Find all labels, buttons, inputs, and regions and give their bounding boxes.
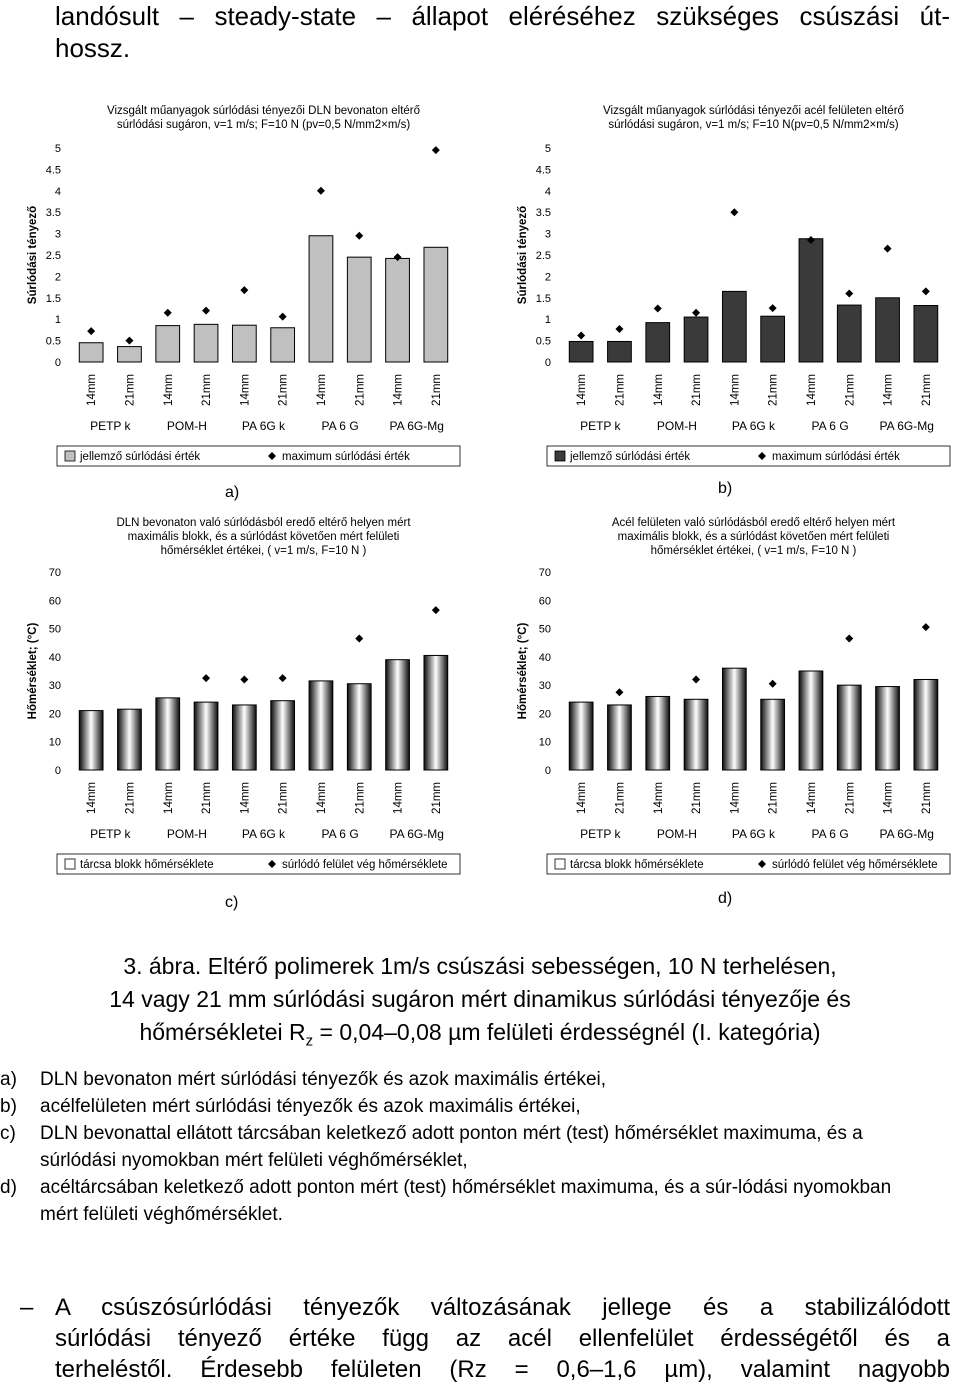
x-tick-label: 21mm	[844, 374, 857, 406]
x-tick-label: 21mm	[844, 782, 857, 814]
group-label: PA 6 G	[321, 827, 359, 841]
y-tick-label: 20	[48, 708, 61, 721]
y-tick-label: 0.5	[535, 335, 551, 348]
legend-label: jellemző súrlódási érték	[80, 451, 201, 463]
y-tick-label: 10	[538, 736, 551, 749]
max-value-marker	[615, 325, 623, 333]
body-paragraph: – A csúszósúrlódási tényezők változásának jellege és a stabilizálódott súrlódási tényező értéke függ az acél ellenfelület érdességétől és a terheléstől. Érdesebb felületen (Rz = 0,6–1,6 µm), valamint nagyobb	[20, 1294, 950, 1383]
bar	[876, 298, 900, 362]
bar	[684, 699, 708, 770]
y-tick-label: 2.5	[45, 250, 61, 262]
group-label: POM-H	[656, 419, 697, 433]
x-tick-label: 14mm	[805, 782, 818, 814]
chart-c	[0, 500, 470, 880]
legend-marker	[268, 452, 276, 460]
bar	[837, 685, 861, 770]
x-tick-label: 21mm	[614, 374, 627, 406]
y-tick-label: 2	[544, 271, 551, 284]
panel-label-c: c)	[225, 894, 239, 911]
y-tick-label: 60	[538, 595, 551, 608]
bar	[271, 701, 295, 770]
bar	[232, 705, 256, 770]
bar	[118, 709, 142, 770]
y-tick-label: 0	[544, 765, 551, 777]
y-tick-label: 50	[48, 623, 61, 636]
x-tick-label: 14mm	[652, 374, 665, 406]
bar	[424, 655, 448, 770]
group-label: POM-H	[166, 419, 207, 433]
bar	[761, 316, 785, 362]
y-tick-label: 4.5	[535, 164, 551, 177]
group-label: PETP k	[90, 827, 131, 841]
group-label: PA 6G-Mg	[879, 419, 934, 433]
x-tick-label: 21mm	[201, 782, 214, 814]
panel-label-a: a)	[225, 484, 240, 501]
x-tick-label: 21mm	[920, 782, 933, 814]
bar	[194, 324, 218, 362]
max-value-marker	[164, 309, 172, 317]
y-tick-label: 2	[54, 271, 61, 284]
x-tick-label: 21mm	[124, 374, 137, 406]
max-value-marker	[87, 327, 95, 335]
legend-marker	[268, 860, 276, 868]
chart-title-line: hőmérséklet értékei, ( v=1 m/s, F=10 N )	[650, 545, 857, 557]
group-label: POM-H	[656, 827, 697, 841]
y-tick-label: 1.5	[45, 292, 61, 305]
max-value-marker	[769, 680, 777, 688]
y-tick-label: 10	[48, 736, 61, 749]
y-tick-label: 20	[538, 708, 551, 721]
bar	[914, 306, 938, 362]
max-value-marker	[922, 287, 930, 295]
y-tick-label: 40	[48, 651, 61, 664]
bar	[608, 705, 632, 770]
group-label: PA 6 G	[321, 419, 359, 433]
max-value-marker	[202, 307, 210, 315]
max-value-marker	[692, 675, 700, 683]
max-value-marker	[355, 232, 363, 240]
heading-line-2: hossz.	[55, 33, 131, 63]
bar	[79, 711, 103, 770]
x-tick-label: 21mm	[354, 374, 367, 406]
y-tick-label: 4	[54, 185, 61, 198]
max-value-marker	[317, 187, 325, 195]
x-tick-label: 14mm	[729, 782, 742, 814]
x-tick-label: 14mm	[86, 374, 99, 406]
bar	[156, 326, 180, 362]
chart-title-line: maximális blokk, és a súrlódást követően mért felületi	[127, 531, 400, 543]
x-tick-label: 21mm	[201, 374, 214, 406]
y-tick-label: 3.5	[45, 207, 61, 220]
chart-title-line: súrlódási sugáron, v=1 m/s; F=10 N (pv=0,5 N/mm2×m/s)	[116, 119, 411, 131]
y-tick-label: 70	[48, 567, 61, 579]
bar	[347, 257, 371, 362]
max-value-marker	[730, 208, 738, 216]
y-tick-label: 30	[538, 680, 551, 693]
x-tick-label: 14mm	[652, 782, 665, 814]
legend-label: súrlódó felület vég hőmérséklete	[282, 859, 448, 871]
bar	[271, 328, 295, 362]
x-tick-label: 21mm	[277, 374, 290, 406]
bar	[424, 247, 448, 362]
chart-title-line: hőmérséklet értékei, ( v=1 m/s, F=10 N )	[160, 545, 367, 557]
x-tick-label: 14mm	[162, 374, 175, 406]
legend-marker	[758, 860, 766, 868]
x-tick-label: 14mm	[576, 782, 589, 814]
bar	[608, 341, 632, 362]
chart-d	[490, 500, 960, 880]
max-value-marker	[202, 674, 210, 682]
group-label: PA 6G-Mg	[389, 419, 444, 433]
legend-marker	[758, 452, 766, 460]
max-value-marker	[279, 313, 287, 321]
y-tick-label: 2.5	[535, 250, 551, 262]
list-item: c) DLN bevonattal ellátott tárcsában keletkező adott ponton mért (test) hőmérséklet maximuma, és a súrlódási nyomokban mért felületi véghőmérséklet,	[0, 1123, 863, 1171]
x-tick-label: 14mm	[86, 782, 99, 814]
legend-label: maximum súrlódási érték	[772, 451, 900, 463]
panel-label-d: d)	[718, 890, 733, 907]
group-label: PA 6 G	[811, 419, 849, 433]
group-label: PA 6 G	[811, 827, 849, 841]
bar	[156, 698, 180, 770]
bar	[309, 681, 333, 770]
bar	[646, 696, 670, 770]
y-tick-label: 4.5	[45, 164, 61, 177]
chart-title-line: Vizsgált műanyagok súrlódási tényezői DLN bevonaton eltérő	[106, 105, 421, 117]
group-label: PA 6G k	[241, 419, 286, 433]
y-tick-label: 1.5	[535, 292, 551, 305]
x-tick-label: 14mm	[162, 782, 175, 814]
bar	[79, 343, 103, 362]
y-tick-label: 0	[544, 357, 551, 369]
x-tick-label: 14mm	[392, 374, 405, 406]
bar	[722, 291, 746, 362]
x-tick-label: 21mm	[767, 374, 780, 406]
x-tick-label: 14mm	[392, 782, 405, 814]
bar	[837, 305, 861, 362]
group-label: PETP k	[580, 419, 621, 433]
chart-a	[0, 90, 470, 470]
max-value-marker	[615, 688, 623, 696]
figure-caption	[20, 950, 940, 1058]
bar	[646, 323, 670, 362]
x-tick-label: 21mm	[430, 782, 443, 814]
y-axis-label: Súrlódási tényező	[517, 205, 529, 305]
list-item: b) acélfelületen mért súrlódási tényezők és azok maximális értékei,	[0, 1096, 581, 1117]
y-tick-label: 3	[544, 228, 551, 241]
y-tick-label: 5	[544, 143, 551, 155]
legend-swatch	[65, 859, 75, 869]
x-tick-label: 14mm	[315, 782, 328, 814]
x-tick-label: 14mm	[882, 782, 895, 814]
y-tick-label: 3.5	[535, 207, 551, 220]
caption-line-3: hőmérsékletei $R_z = 0,04-0,08$ µm felületi érdességnél (I. kategória)	[139, 1019, 821, 1050]
panel-label-b: b)	[718, 480, 733, 497]
legend-swatch	[555, 451, 565, 461]
y-tick-label: 0.5	[45, 335, 61, 348]
max-value-marker	[845, 634, 853, 642]
x-tick-label: 14mm	[239, 782, 252, 814]
bar	[799, 239, 823, 362]
max-value-marker	[432, 146, 440, 154]
group-label: POM-H	[166, 827, 207, 841]
caption-line-2: 14 vagy 21 mm súrlódási sugáron mért dinamikus súrlódási tényezője és	[109, 986, 851, 1012]
max-value-marker	[240, 675, 248, 683]
bar	[876, 687, 900, 770]
max-value-marker	[279, 674, 287, 682]
y-tick-label: 5	[54, 143, 61, 155]
max-value-marker	[884, 245, 892, 253]
y-tick-label: 40	[538, 651, 551, 664]
list-item: a) DLN bevonaton mért súrlódási tényezők és azok maximális értékei,	[0, 1069, 607, 1090]
group-label: PETP k	[580, 827, 621, 841]
bar	[386, 660, 410, 770]
group-label: PA 6G-Mg	[389, 827, 444, 841]
max-value-marker	[355, 634, 363, 642]
legend-label: tárcsa blokk hőmérséklete	[80, 859, 214, 871]
bar	[347, 684, 371, 770]
chart-b	[490, 90, 960, 470]
y-tick-label: 3	[54, 228, 61, 241]
x-tick-label: 14mm	[805, 374, 818, 406]
x-tick-label: 14mm	[729, 374, 742, 406]
bar	[386, 258, 410, 362]
x-tick-label: 21mm	[614, 782, 627, 814]
group-label: PA 6G k	[731, 827, 776, 841]
bar	[569, 702, 593, 770]
y-axis-label: Hőmérséklet; (°C)	[517, 622, 529, 720]
max-value-marker	[240, 286, 248, 294]
legend-label: tárcsa blokk hőmérséklete	[570, 859, 704, 871]
bar	[194, 702, 218, 770]
list-item: d) acéltárcsában keletkező adott ponton mért (test) hőmérséklet maximuma, és a súr-lódási nyomokban mért felületi véghőmérséklet.	[0, 1177, 892, 1225]
y-tick-label: 1	[54, 314, 61, 327]
chart-title-line: Acél felületen való súrlódásból eredő eltérő helyen mért	[611, 517, 896, 529]
bar	[569, 341, 593, 362]
max-value-marker	[125, 337, 133, 345]
group-label: PA 6G k	[731, 419, 776, 433]
chart-title-line: súrlódási sugáron, v=1 m/s; F=10 N(pv=0,5 N/mm2×m/s)	[608, 119, 899, 131]
legend-label: maximum súrlódási érték	[282, 451, 410, 463]
max-value-marker	[769, 304, 777, 312]
x-tick-label: 14mm	[239, 374, 252, 406]
x-tick-label: 14mm	[315, 374, 328, 406]
dash-bullet: –	[20, 1294, 34, 1321]
x-tick-label: 14mm	[882, 374, 895, 406]
y-tick-label: 60	[48, 595, 61, 608]
bar	[761, 699, 785, 770]
x-tick-label: 21mm	[124, 782, 137, 814]
bar	[118, 347, 142, 362]
group-label: PA 6G-Mg	[879, 827, 934, 841]
bar	[684, 317, 708, 362]
max-value-marker	[577, 331, 585, 339]
x-tick-label: 21mm	[767, 782, 780, 814]
bar	[232, 325, 256, 362]
legend-label: jellemző súrlódási érték	[570, 451, 691, 463]
y-tick-label: 1	[544, 314, 551, 327]
x-tick-label: 21mm	[691, 374, 704, 406]
max-value-marker	[922, 623, 930, 631]
x-tick-label: 21mm	[277, 782, 290, 814]
group-label: PETP k	[90, 419, 131, 433]
heading-line-1: landósult – steady-state – állapot eléréséhez szükséges csúszási út-	[55, 1, 950, 31]
max-value-marker	[845, 290, 853, 298]
x-tick-label: 14mm	[576, 374, 589, 406]
bar	[722, 668, 746, 770]
bar	[309, 236, 333, 362]
x-tick-label: 21mm	[691, 782, 704, 814]
legend-swatch	[555, 859, 565, 869]
chart-title-line: Vizsgált műanyagok súrlódási tényezői acél felületen eltérő	[603, 105, 904, 117]
x-tick-label: 21mm	[920, 374, 933, 406]
y-axis-label: Súrlódási tényező	[27, 205, 39, 305]
legend-label: súrlódó felület vég hőmérséklete	[772, 859, 938, 871]
y-tick-label: 4	[544, 185, 551, 198]
group-label: PA 6G k	[241, 827, 286, 841]
y-tick-label: 30	[48, 680, 61, 693]
x-tick-label: 21mm	[354, 782, 367, 814]
chart-title-line: maximális blokk, és a súrlódást követően mért felületi	[617, 531, 890, 543]
y-axis-label: Hőmérséklet; (°C)	[27, 622, 39, 720]
bar	[914, 679, 938, 770]
max-value-marker	[654, 305, 662, 313]
bar	[799, 671, 823, 770]
y-tick-label: 0	[54, 765, 61, 777]
max-value-marker	[692, 309, 700, 317]
y-tick-label: 70	[538, 567, 551, 579]
chart-title-line: DLN bevonaton való súrlódásból eredő eltérő helyen mért	[116, 517, 411, 529]
y-tick-label: 50	[538, 623, 551, 636]
y-tick-label: 0	[54, 357, 61, 369]
panel-description-list	[0, 1066, 930, 1228]
x-tick-label: 21mm	[430, 374, 443, 406]
legend-swatch	[65, 451, 75, 461]
caption-line-1: 3. ábra. Eltérő polimerek 1m/s csúszási sebességen, 10 N terhelésen,	[123, 953, 837, 979]
max-value-marker	[432, 606, 440, 614]
